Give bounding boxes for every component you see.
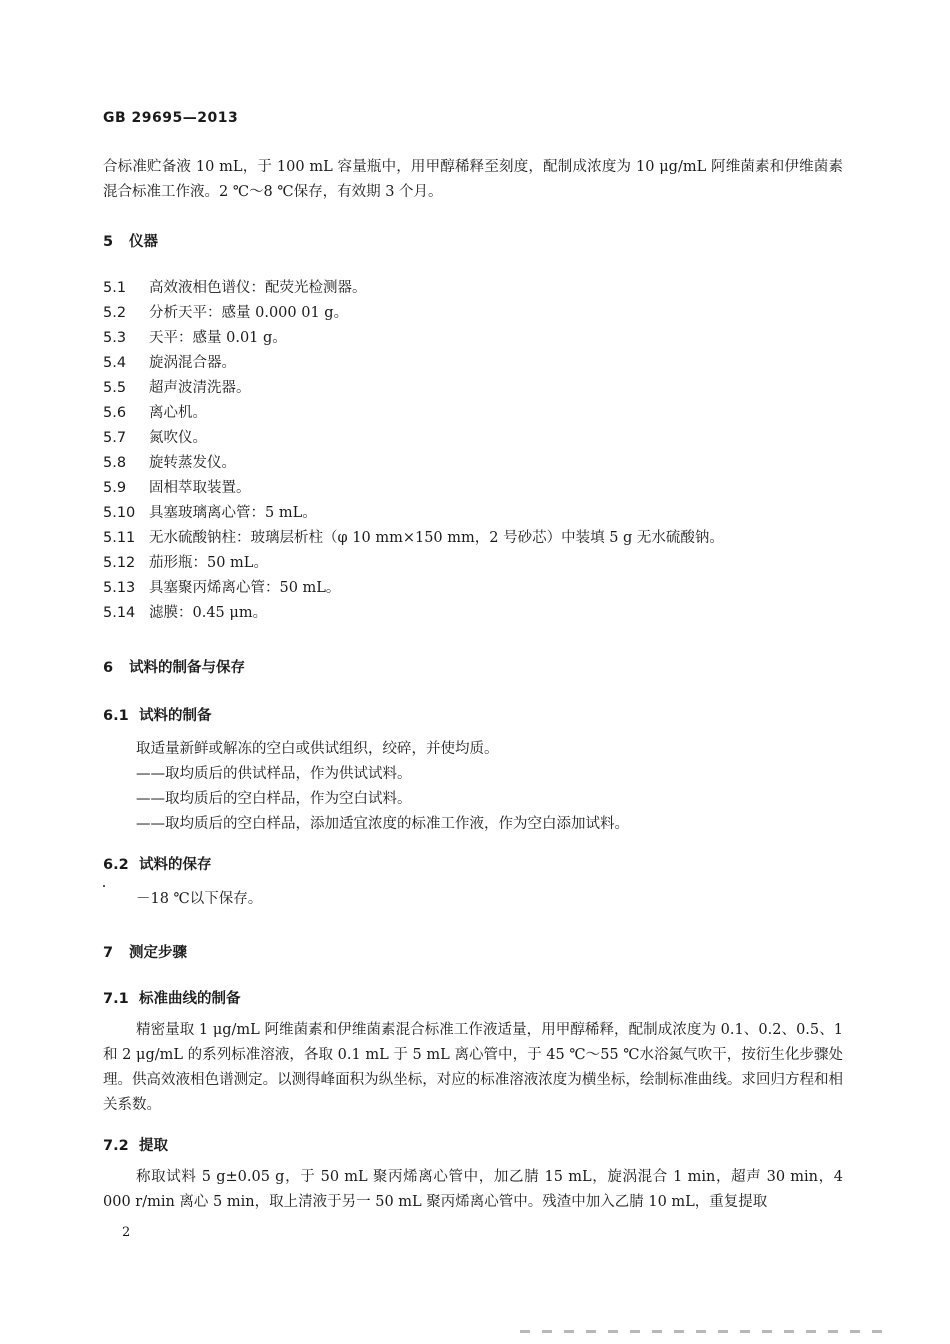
item-text: 氮吹仪。 bbox=[149, 430, 207, 446]
item-number: 5.5 bbox=[103, 380, 127, 396]
subsection-title: 试料的制备 bbox=[139, 708, 212, 724]
item-number: 5.4 bbox=[103, 355, 127, 371]
subsection-6-1-heading bbox=[103, 704, 212, 725]
item-text: 茄形瓶：50 mL。 bbox=[149, 555, 268, 571]
item-number: 5.1 bbox=[103, 280, 127, 296]
section-number: 6 bbox=[103, 660, 114, 676]
section-number: 5 bbox=[103, 234, 114, 250]
item-text: 分析天平：感量 0.000 01 g。 bbox=[149, 305, 349, 321]
list-item bbox=[103, 476, 251, 501]
subsection-number: 7.2 bbox=[103, 1138, 129, 1154]
item-text: 离心机。 bbox=[149, 405, 207, 421]
list-item bbox=[103, 401, 207, 426]
paragraph: 称取试料 5 g±0.05 g，于 50 mL 聚丙烯离心管中，加乙腈 15 mL，旋涡混合 1 min，超声 30 min，4 000 r/min 离心 5 min，取上清液于另一 50 mL 聚丙烯离心管中。残渣中加入乙腈 10 mL，重复提取 bbox=[103, 1169, 843, 1210]
list-item bbox=[103, 326, 287, 351]
page-number: 2 bbox=[122, 1225, 131, 1240]
subsection-number: 7.1 bbox=[103, 991, 129, 1007]
list-item bbox=[103, 451, 236, 476]
item-number: 5.8 bbox=[103, 455, 127, 471]
list-item bbox=[103, 351, 236, 376]
paragraph-line: 取适量新鲜或解冻的空白或供试组织，绞碎，并使均质。 bbox=[136, 741, 499, 757]
section-title: 测定步骤 bbox=[129, 945, 187, 961]
scan-dot bbox=[103, 885, 105, 887]
section-title: 试料的制备与保存 bbox=[129, 660, 245, 676]
list-item bbox=[103, 426, 207, 451]
intro-paragraph: 合标准贮备液 10 mL，于 100 mL 容量瓶中，用甲醇稀释至刻度，配制成浓度为 10 μg/mL 阿维菌素和伊维菌素混合标准工作液。2 ℃～8 ℃保存，有效期 3 个月。 bbox=[103, 159, 843, 200]
list-item-dash: ——取均质后的供试样品，作为供试试料。 bbox=[136, 766, 412, 782]
section-title: 仪器 bbox=[129, 234, 158, 250]
list-item-dash: ——取均质后的空白样品，作为空白试料。 bbox=[136, 791, 412, 807]
item-text: 天平：感量 0.01 g。 bbox=[149, 330, 287, 346]
item-text: 旋涡混合器。 bbox=[149, 355, 236, 371]
subsection-7-1-heading bbox=[103, 987, 241, 1008]
item-text: 固相萃取装置。 bbox=[149, 480, 251, 496]
list-item bbox=[103, 601, 267, 626]
item-number: 5.14 bbox=[103, 605, 136, 621]
list-item bbox=[103, 551, 268, 576]
subsection-7-2-heading bbox=[103, 1134, 168, 1155]
subsection-title: 标准曲线的制备 bbox=[139, 991, 241, 1007]
item-text: 具塞玻璃离心管：5 mL。 bbox=[149, 505, 317, 521]
item-text: 无水硫酸钠柱：玻璃层析柱（φ 10 mm×150 mm，2 号砂芯）中装填 5 g 无水硫酸钠。 bbox=[149, 530, 724, 546]
list-item bbox=[103, 526, 724, 551]
item-text: 超声波清洗器。 bbox=[149, 380, 251, 396]
document-code: GB 29695—2013 bbox=[103, 110, 239, 126]
item-text: 具塞聚丙烯离心管：50 mL。 bbox=[149, 580, 341, 596]
item-number: 5.13 bbox=[103, 580, 136, 596]
list-item-dash: ——取均质后的空白样品，添加适宜浓度的标准工作液，作为空白添加试料。 bbox=[136, 816, 629, 832]
list-item bbox=[103, 276, 367, 301]
section-number: 7 bbox=[103, 945, 114, 961]
item-text: 滤膜：0.45 μm。 bbox=[149, 605, 268, 621]
item-text: 旋转蒸发仪。 bbox=[149, 455, 236, 471]
item-number: 5.3 bbox=[103, 330, 127, 346]
item-number: 5.2 bbox=[103, 305, 127, 321]
item-number: 5.7 bbox=[103, 430, 127, 446]
section-6-heading bbox=[103, 656, 245, 677]
section-7-heading bbox=[103, 941, 187, 962]
subsection-title: 提取 bbox=[139, 1138, 168, 1154]
item-text: 高效液相色谱仪：配荧光检测器。 bbox=[149, 280, 367, 296]
section-5-heading bbox=[103, 230, 158, 251]
list-item bbox=[103, 301, 348, 326]
item-number: 5.6 bbox=[103, 405, 127, 421]
scan-artifact-dashes bbox=[520, 1330, 890, 1333]
list-item bbox=[103, 501, 317, 526]
item-number: 5.9 bbox=[103, 480, 127, 496]
paragraph: 精密量取 1 μg/mL 阿维菌素和伊维菌素混合标准工作液适量，用甲醇稀释，配制成浓度为 0.1、0.2、0.5、1 和 2 μg/mL 的系列标准溶液，各取 0.1 mL 于 5 mL 离心管中，于 45 ℃～55 ℃水浴氮气吹干，按衍生化步骤处理。供高效液相色谱测定。以测得峰面积为纵坐标，对应的标准溶液浓度为横坐标，绘制标准曲线。求回归方程和相关系数。 bbox=[103, 1022, 843, 1113]
item-number: 5.12 bbox=[103, 555, 136, 571]
list-item bbox=[103, 376, 251, 401]
list-item bbox=[103, 576, 340, 601]
item-number: 5.11 bbox=[103, 530, 136, 546]
paragraph-line: －18 ℃以下保存。 bbox=[136, 891, 263, 907]
subsection-number: 6.1 bbox=[103, 708, 129, 724]
item-number: 5.10 bbox=[103, 505, 136, 521]
subsection-6-2-heading bbox=[103, 853, 212, 874]
subsection-number: 6.2 bbox=[103, 857, 129, 873]
subsection-title: 试料的保存 bbox=[139, 857, 212, 873]
